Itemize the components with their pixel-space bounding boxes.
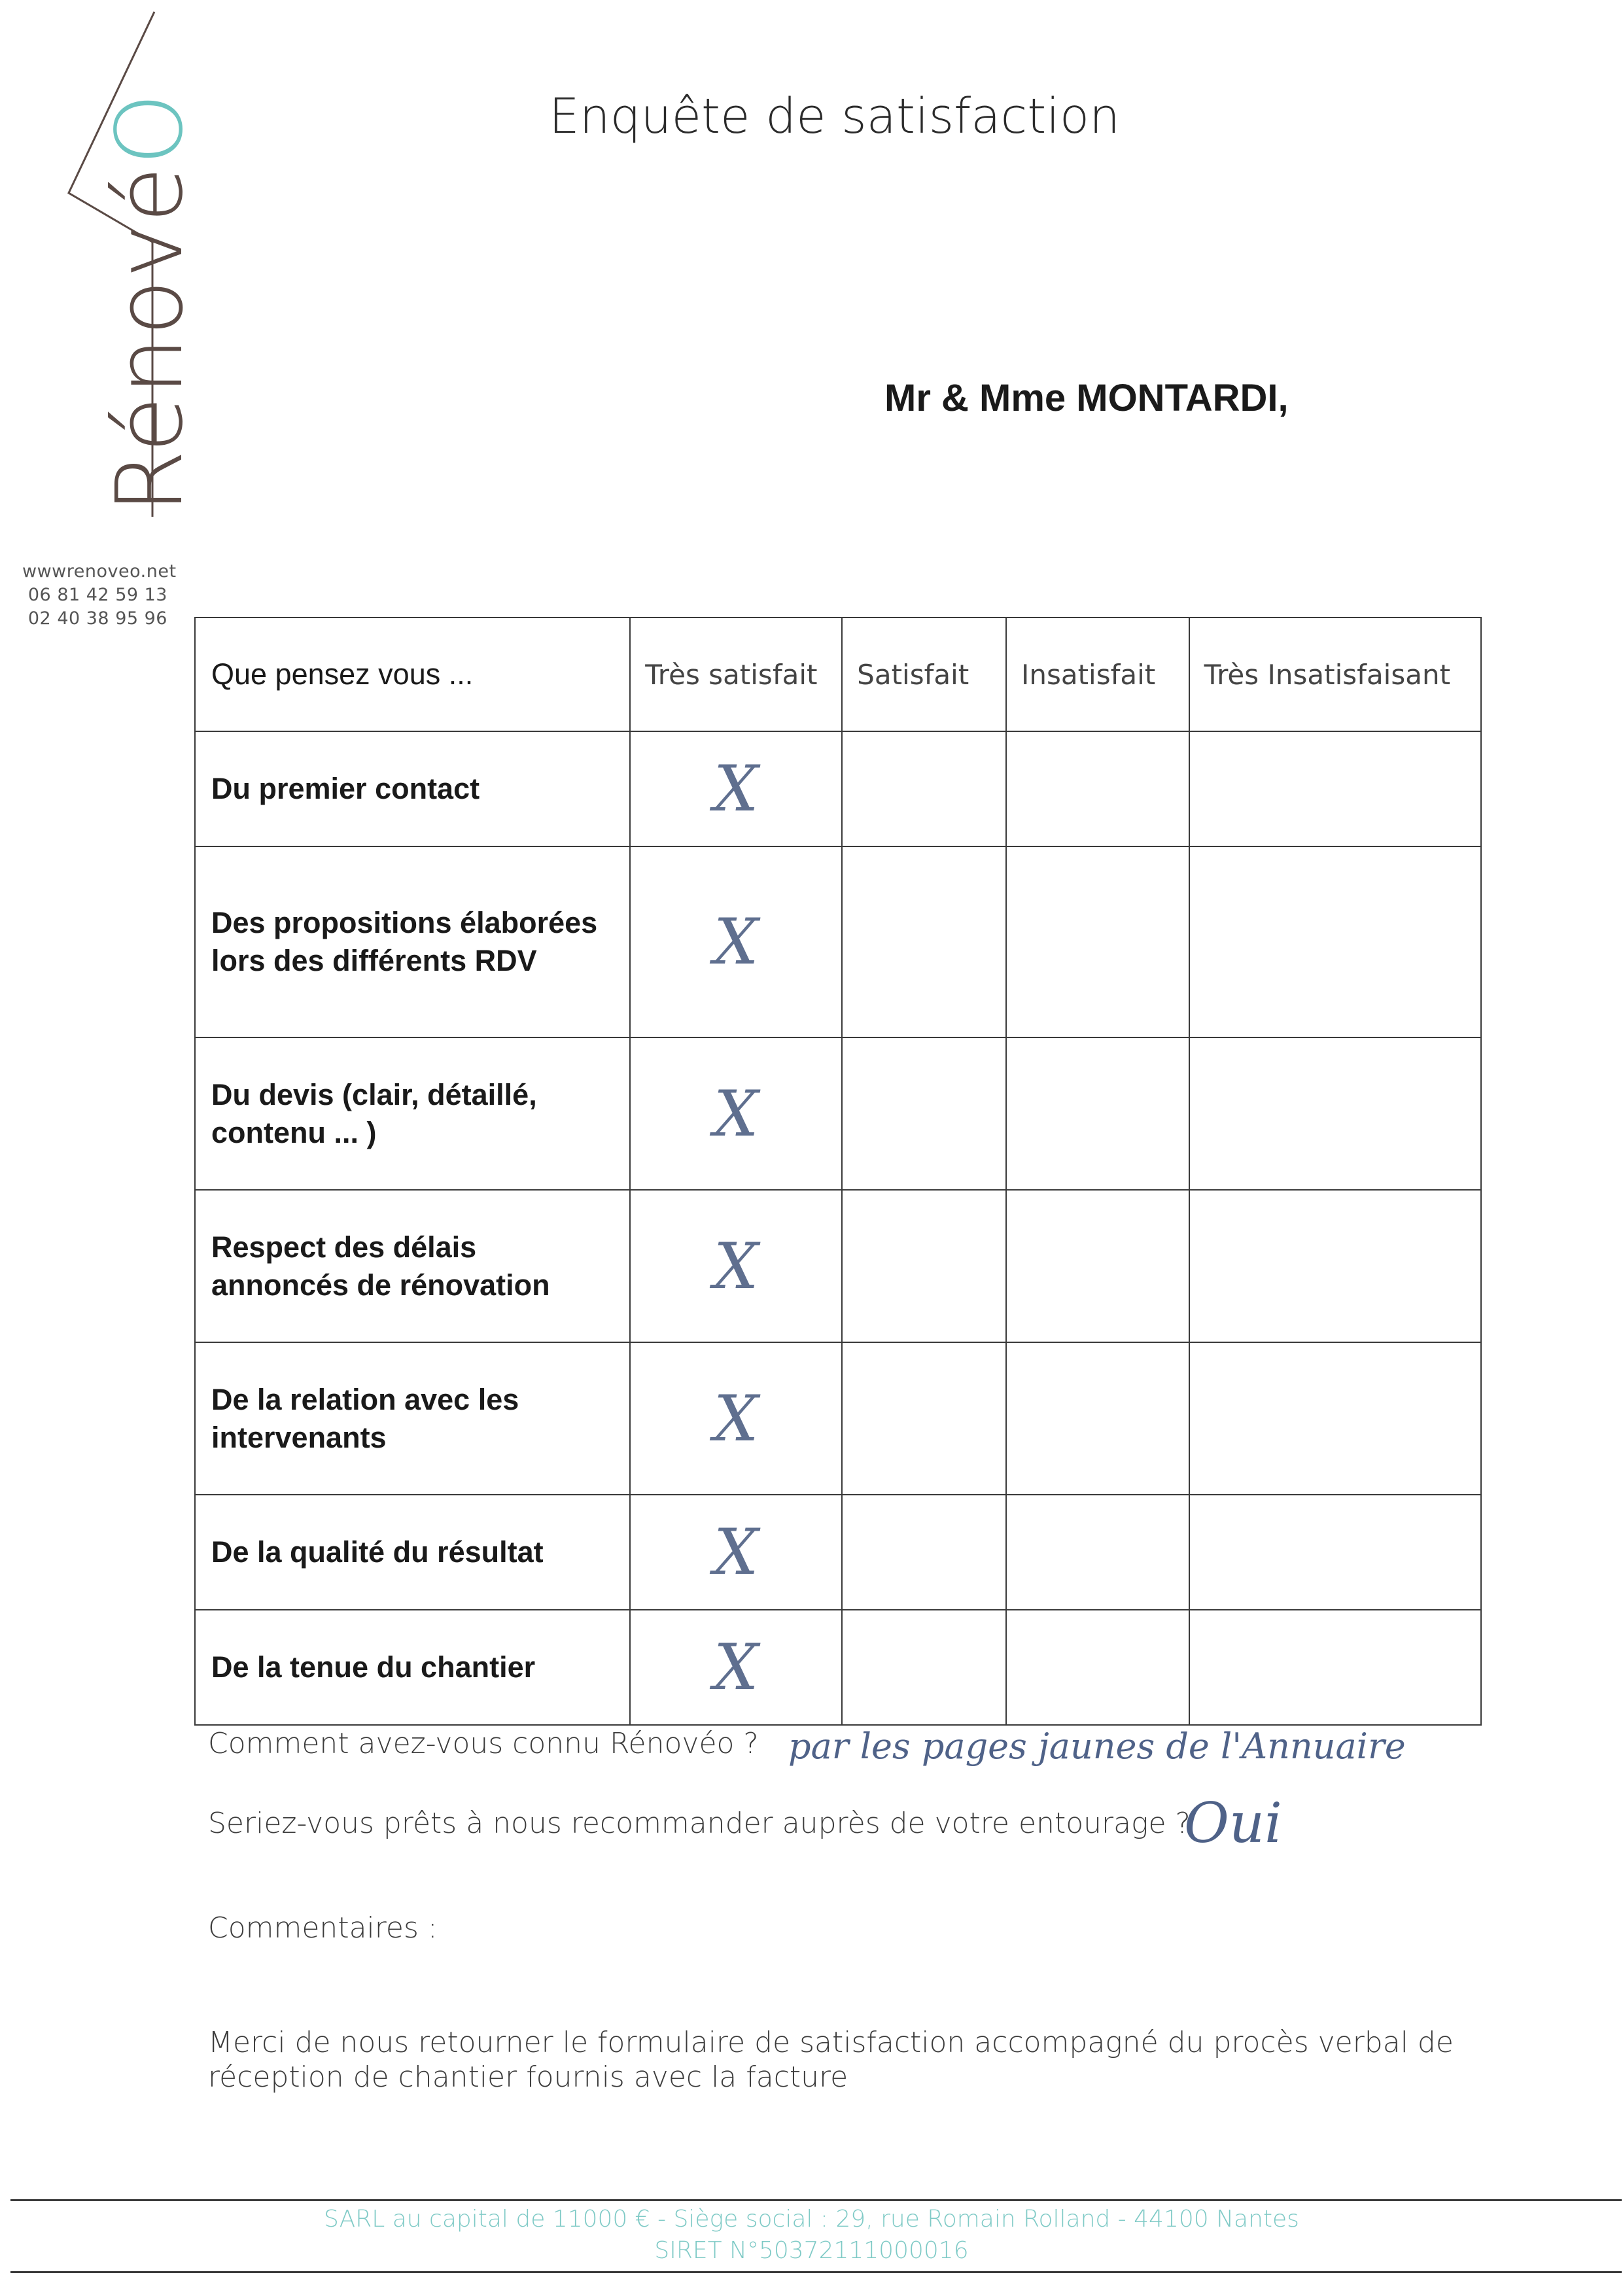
checkbox-insatisfait[interactable]	[1006, 731, 1189, 846]
footer-bottom-rule	[10, 2271, 1622, 2273]
return-note-line1: Merci de nous retourner le formulaire de satisfaction accompagné du procès verbal de	[208, 2026, 1454, 2059]
footer-top-rule	[10, 2199, 1622, 2201]
checkbox-tres-insatisfaisant[interactable]	[1189, 1037, 1481, 1190]
row-question: Des propositions élaborées lors des différents RDV	[195, 846, 630, 1037]
checkbox-satisfait[interactable]	[842, 731, 1006, 846]
checkbox-tres-insatisfaisant[interactable]	[1189, 1342, 1481, 1495]
checkbox-insatisfait[interactable]	[1006, 1495, 1189, 1610]
logo-phone-landline: 02 40 38 95 96	[27, 608, 167, 629]
logo-name-prefix: Rénové	[97, 165, 203, 513]
table-header-row	[195, 617, 1481, 731]
logo-name-accent: O	[97, 92, 203, 165]
checkbox-tres-satisfait[interactable]: X	[630, 731, 842, 846]
checkbox-tres-insatisfaisant[interactable]	[1189, 1190, 1481, 1342]
row-question: Du premier contact	[195, 731, 630, 846]
checkbox-insatisfait[interactable]	[1006, 1190, 1189, 1342]
table-row	[195, 1037, 1481, 1190]
checkbox-tres-insatisfaisant[interactable]	[1189, 1495, 1481, 1610]
logo-wordmark	[97, 92, 203, 513]
recommend-label: Seriez-vous prêts à nous recommander auprès de votre entourage ?	[208, 1807, 1191, 1840]
satisfaction-table	[194, 617, 1482, 1726]
checkbox-tres-satisfait[interactable]: X	[630, 1190, 842, 1342]
checkbox-insatisfait[interactable]	[1006, 1610, 1189, 1725]
checkbox-satisfait[interactable]	[842, 1190, 1006, 1342]
column-header: Très satisfait	[630, 617, 842, 731]
client-name: Mr & Mme MONTARDI,	[884, 377, 1289, 419]
column-header: Très Insatisfaisant	[1189, 617, 1481, 731]
page-title: Enquête de satisfaction	[548, 88, 1120, 145]
row-question: Du devis (clair, détaillé, contenu ... )	[195, 1037, 630, 1190]
column-header: Satisfait	[842, 617, 1006, 731]
checkbox-tres-satisfait[interactable]: X	[630, 1342, 842, 1495]
checkbox-insatisfait[interactable]	[1006, 1037, 1189, 1190]
checkbox-tres-satisfait[interactable]: X	[630, 1495, 842, 1610]
how-known-answer[interactable]: par les pages jaunes de l'Annuaire	[788, 1726, 1406, 1767]
checkbox-insatisfait[interactable]	[1006, 1342, 1189, 1495]
row-question: De la tenue du chantier	[195, 1610, 630, 1725]
checkbox-tres-satisfait[interactable]: X	[630, 846, 842, 1037]
checkbox-satisfait[interactable]	[842, 1495, 1006, 1610]
logo-website: wwwrenoveo.net	[22, 561, 177, 582]
table-row	[195, 1342, 1481, 1495]
how-known-label: Comment avez-vous connu Rénovéo ?	[208, 1727, 759, 1760]
footer-company-info: SARL au capital de 11000 € - Siège social : 29, rue Romain Rolland - 44100 Nantes	[324, 2206, 1299, 2233]
row-question: Respect des délais annoncés de rénovation	[195, 1190, 630, 1342]
checkbox-satisfait[interactable]	[842, 1037, 1006, 1190]
table-row	[195, 731, 1481, 846]
return-note-line2: réception de chantier fournis avec la facture	[208, 2061, 848, 2094]
checkbox-tres-insatisfaisant[interactable]	[1189, 1610, 1481, 1725]
checkbox-tres-satisfait[interactable]: X	[630, 1610, 842, 1725]
question-header: Que pensez vous ...	[195, 617, 630, 731]
table-row	[195, 846, 1481, 1037]
checkbox-satisfait[interactable]	[842, 846, 1006, 1037]
row-question: De la qualité du résultat	[195, 1495, 630, 1610]
footer-siret: SIRET N°50372111000016	[654, 2237, 969, 2264]
checkbox-insatisfait[interactable]	[1006, 846, 1189, 1037]
recommend-answer[interactable]: Oui	[1184, 1791, 1282, 1855]
column-header: Insatisfait	[1006, 617, 1189, 731]
checkbox-satisfait[interactable]	[842, 1610, 1006, 1725]
table-row	[195, 1495, 1481, 1610]
comments-label: Commentaires :	[208, 1911, 438, 1945]
checkbox-tres-insatisfaisant[interactable]	[1189, 846, 1481, 1037]
checkbox-tres-insatisfaisant[interactable]	[1189, 731, 1481, 846]
table-row	[195, 1610, 1481, 1725]
table-row	[195, 1190, 1481, 1342]
logo-phone-mobile: 06 81 42 59 13	[27, 585, 167, 605]
row-question: De la relation avec les intervenants	[195, 1342, 630, 1495]
checkbox-tres-satisfait[interactable]: X	[630, 1037, 842, 1190]
checkbox-satisfait[interactable]	[842, 1342, 1006, 1495]
